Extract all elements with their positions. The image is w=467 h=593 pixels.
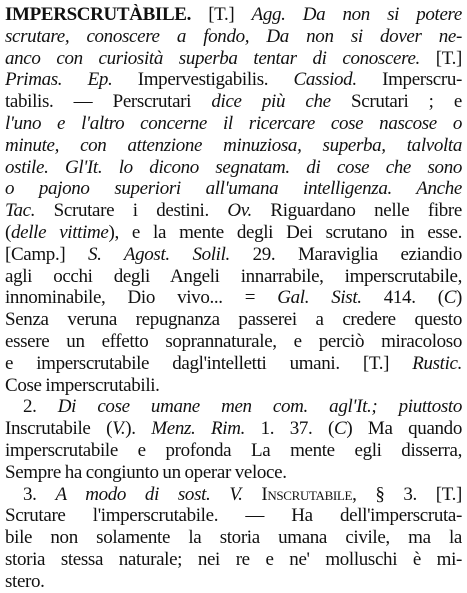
entry-text: ) xyxy=(456,287,462,309)
entry-line xyxy=(5,157,462,179)
entry-text: Imperscru- xyxy=(356,69,462,91)
italic-text: delle vittime xyxy=(10,221,109,243)
entry-text xyxy=(243,484,262,505)
entry-text: stero. xyxy=(5,570,45,592)
italic-text: Agg. Da non si potere xyxy=(251,4,462,25)
entry-line xyxy=(5,178,462,200)
entry-text: Sempre ha congiunto un operar veloce. xyxy=(5,461,287,483)
italic-text: C xyxy=(334,418,347,440)
entry-line xyxy=(5,69,462,91)
entry-line xyxy=(5,244,462,266)
italic-text: Rustic. xyxy=(412,352,462,374)
entry-line xyxy=(5,418,462,440)
entry-text: innominabile, Dio vivo... = xyxy=(5,287,278,309)
entry-text: [T.] xyxy=(419,47,462,69)
entry-text: bile non solamente la storia umana civile, ma la xyxy=(5,527,462,549)
entry-text: 3. xyxy=(23,483,56,505)
entry-line xyxy=(5,91,462,113)
italic-text: dice più che xyxy=(211,91,331,113)
italic-text: scrutare, conoscere a fondo, Da non si dover ne- xyxy=(5,25,462,47)
entry-text: tabilis. — Perscrutari xyxy=(5,91,212,113)
entry-line xyxy=(5,549,462,571)
entry-text: 2. xyxy=(23,396,58,418)
italic-text: V. xyxy=(112,418,126,440)
italic-text: anco con curiosità superba tentar di conoscere. xyxy=(5,47,420,69)
entry-line xyxy=(5,135,462,157)
italic-text: o pajono superiori all'umana intelligenza. Anche xyxy=(5,178,462,200)
entry-line xyxy=(5,26,462,48)
entry-line xyxy=(5,4,462,26)
entry-text: ). xyxy=(125,418,152,440)
entry-line xyxy=(5,222,462,244)
entry-text: Inscrutabile ( xyxy=(5,418,113,440)
entry-line xyxy=(5,266,462,288)
entry-line xyxy=(5,113,462,135)
entry-text: , § 3. [T.] xyxy=(352,483,462,505)
entry-text: Scrutare l'imperscrutabile. — Ha dell'imperscruta- xyxy=(5,505,462,527)
italic-text: S. Agost. Solil. xyxy=(88,243,230,265)
italic-text: Menz. Rim. xyxy=(151,418,245,440)
entry-text: Riguardano nelle fibre xyxy=(251,200,462,222)
italic-text: Gal. Sist. xyxy=(277,287,362,309)
entry-text: Cose imperscrutabili. xyxy=(5,374,160,396)
entry-line xyxy=(5,48,462,70)
entry-text: 414. ( xyxy=(361,287,444,309)
entry-text: [T.] xyxy=(191,4,252,25)
entry-line xyxy=(5,440,462,462)
entry-text: agli occhi degli Angeli innarrabile, imperscrutabile, xyxy=(5,265,462,287)
entry-line xyxy=(5,309,462,331)
small-caps-text: Inscrutabile xyxy=(261,483,353,505)
entry-text: storia stessa naturale; nei re e ne' molluschi è mi- xyxy=(5,548,462,570)
italic-text: Primas. Ep. xyxy=(5,69,113,91)
entry-line xyxy=(5,462,462,484)
dictionary-entry-imperscrutabile xyxy=(5,4,462,593)
entry-line xyxy=(5,396,462,418)
entry-text: ), e la mente degli Dei scrutano in esse. xyxy=(108,221,462,243)
entry-text: Senza veruna repugnanza passerei a credere questo xyxy=(5,309,462,331)
entry-text: e imperscrutabile dagl'intelletti umani. [T.] xyxy=(5,352,413,374)
italic-text: Tac. xyxy=(5,200,36,222)
entry-line xyxy=(5,375,462,397)
italic-text: ostile. Gl'It. lo dicono segnatam. di cose che sono xyxy=(5,156,462,178)
entry-text: Impervestigabilis. xyxy=(112,69,294,91)
entry-text: ( xyxy=(5,221,11,243)
entry-line xyxy=(5,527,462,549)
entry-line xyxy=(5,200,462,222)
italic-text: A modo di sost. V. xyxy=(55,483,243,505)
entry-line xyxy=(5,331,462,353)
italic-text: C xyxy=(443,287,457,309)
italic-text: l'uno e l'altro concerne il ricercare cose nascose o xyxy=(5,112,462,134)
entry-text: imperscrutabile e profonda La mente egli disserra, xyxy=(5,439,462,461)
italic-text: Ov. xyxy=(227,200,252,222)
entry-text: [Camp.] xyxy=(5,243,88,265)
entry-text: 29. Maraviglia eziandio xyxy=(229,243,462,265)
entry-text: essere un effetto soprannaturale, e perciò miracoloso xyxy=(5,330,462,352)
entry-line xyxy=(5,484,462,506)
italic-text: minute, con attenzione minuziosa, superba, talvolta xyxy=(5,134,462,156)
entry-text: ) Ma quando xyxy=(346,418,462,440)
entry-line xyxy=(5,353,462,375)
headword: IMPERSCRUTÀBILE. xyxy=(5,4,192,25)
entry-line xyxy=(5,505,462,527)
italic-text: Di cose umane men com. agl'It.; piuttosto xyxy=(57,396,462,418)
entry-text: 1. 37. ( xyxy=(244,418,335,440)
entry-text: Scrutare i destini. xyxy=(35,200,228,222)
entry-line xyxy=(5,287,462,309)
italic-text: Cassiod. xyxy=(293,69,357,91)
entry-text: Scrutari ; e xyxy=(330,91,462,113)
